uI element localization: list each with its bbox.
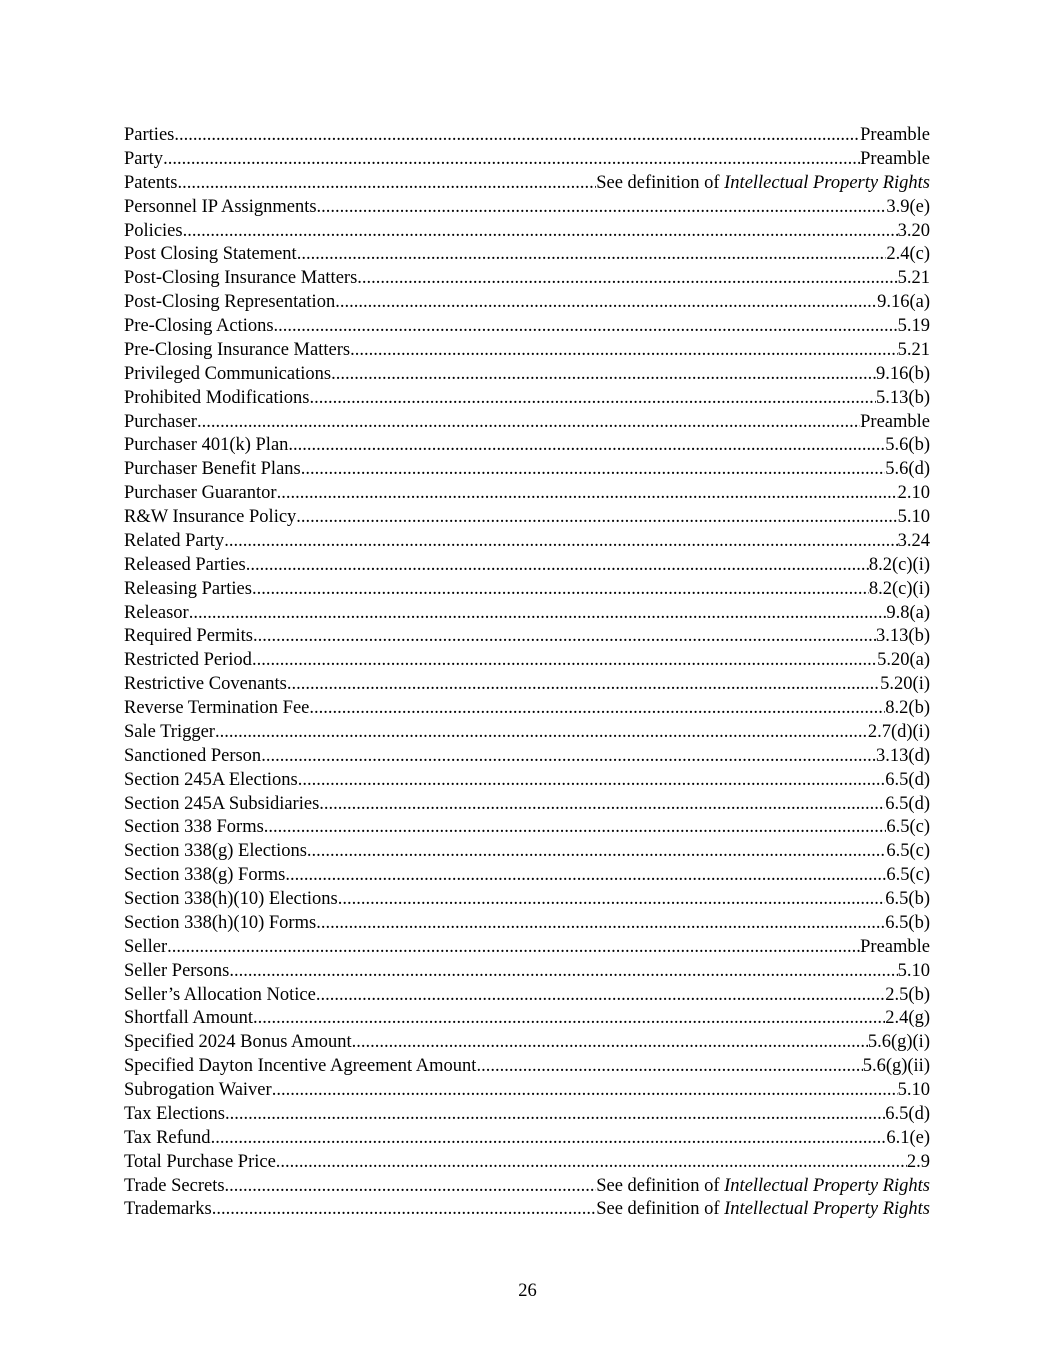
- index-entry: [124, 1127, 930, 1151]
- index-term: Personnel IP Assignments: [124, 196, 317, 217]
- index-term: Purchaser: [124, 411, 197, 432]
- index-entry: [124, 1198, 930, 1222]
- index-reference: 2.7(d)(i): [867, 721, 930, 742]
- index-reference: 6.5(c): [886, 817, 930, 838]
- index-entry: [124, 267, 930, 291]
- dot-leader: [264, 816, 887, 840]
- dot-leader: [215, 721, 868, 745]
- index-reference: 5.6(g)(ii): [862, 1056, 930, 1077]
- index-reference: 2.10: [897, 483, 930, 504]
- index-entry: [124, 793, 930, 817]
- dot-leader: [272, 1079, 898, 1103]
- dot-leader: [253, 625, 876, 649]
- dot-leader: [252, 649, 877, 673]
- index-term: Tax Refund: [124, 1127, 211, 1148]
- index-entry: [124, 984, 930, 1008]
- index-reference: 3.20: [897, 220, 930, 241]
- index-term: Section 338 Forms: [124, 817, 264, 838]
- index-entry: [124, 387, 930, 411]
- index-term: Reverse Termination Fee: [124, 698, 310, 718]
- index-entry: [124, 458, 930, 482]
- index-entry: [124, 482, 930, 506]
- index-term: Purchaser Benefit Plans: [124, 459, 301, 480]
- index-term: Sanctioned Person: [124, 745, 262, 766]
- index-reference: 2.4(g): [885, 1008, 930, 1029]
- dot-leader: [316, 912, 885, 936]
- index-entry: [124, 697, 930, 721]
- index-reference: 6.5(d): [885, 1103, 930, 1124]
- index-entry: [124, 864, 930, 888]
- index-reference: 5.6(b): [885, 435, 930, 456]
- index-reference: 5.21: [897, 268, 930, 289]
- dot-leader: [285, 864, 886, 888]
- index-term: Seller Persons: [124, 960, 230, 981]
- index-reference: Preamble: [860, 411, 930, 432]
- index-entry: [124, 1007, 930, 1031]
- dot-leader: [287, 673, 880, 697]
- index-reference: 6.5(c): [886, 865, 930, 886]
- index-entry: [124, 912, 930, 936]
- index-reference: 5.20(a): [877, 650, 930, 671]
- reference-prefix: See definition of: [596, 1175, 725, 1196]
- index-reference: 5.10: [897, 960, 930, 981]
- index-reference: 2.5(b): [885, 984, 930, 1005]
- index-entry: [124, 888, 930, 912]
- index-term: Section 245A Subsidiaries: [124, 793, 320, 814]
- index-reference: 6.5(b): [885, 889, 930, 909]
- index-term: Subrogation Waiver: [124, 1080, 272, 1100]
- index-term: Seller’s Allocation Notice: [124, 984, 316, 1005]
- dot-leader: [224, 530, 897, 554]
- index-term: Pre-Closing Actions: [124, 316, 274, 336]
- reference-prefix: See definition of: [596, 1199, 725, 1220]
- index-reference: [596, 172, 930, 196]
- dot-leader: [298, 769, 886, 793]
- index-entry: [124, 602, 930, 626]
- index-term: Trade Secrets: [124, 1175, 225, 1196]
- index-term: Related Party: [124, 530, 225, 551]
- index-term: Section 338(h)(10) Elections: [124, 889, 338, 909]
- dot-leader: [307, 840, 886, 864]
- index-term: Seller: [124, 936, 168, 957]
- reference-defined-term: Intellectual Property Rights: [724, 1175, 930, 1196]
- dot-leader: [212, 1198, 597, 1222]
- index-reference: 6.5(d): [885, 769, 930, 790]
- dot-leader: [189, 602, 887, 626]
- defined-terms-index: [124, 124, 930, 1222]
- index-entry: [124, 315, 930, 339]
- index-reference: 5.20(i): [880, 674, 930, 695]
- index-reference: [596, 1175, 930, 1199]
- index-entry: [124, 148, 930, 172]
- dot-leader: [301, 458, 886, 482]
- index-reference: 6.5(d): [885, 793, 930, 814]
- index-term: Section 338(h)(10) Forms: [124, 912, 317, 933]
- dot-leader: [352, 1031, 868, 1055]
- index-entry: [124, 936, 930, 960]
- dot-leader: [331, 363, 876, 387]
- dot-leader: [163, 148, 860, 172]
- dot-leader: [310, 387, 877, 411]
- index-entry: [124, 291, 930, 315]
- dot-leader: [317, 196, 887, 220]
- dot-leader: [350, 339, 898, 363]
- dot-leader: [225, 1175, 597, 1199]
- index-entry: [124, 673, 930, 697]
- index-reference: [596, 1198, 930, 1222]
- index-reference: 3.24: [897, 530, 930, 551]
- index-term: Parties: [124, 125, 175, 145]
- index-entry: [124, 721, 930, 745]
- index-reference: 9.16(a): [877, 292, 930, 313]
- index-reference: 2.9: [906, 1151, 930, 1172]
- index-reference: 3.9(e): [886, 196, 930, 217]
- index-reference: 5.10: [897, 1080, 930, 1100]
- dot-leader: [174, 124, 860, 148]
- index-entry: [124, 769, 930, 793]
- index-term: Sale Trigger: [124, 721, 215, 742]
- index-entry: [124, 625, 930, 649]
- index-reference: 6.1(e): [886, 1127, 930, 1148]
- index-entry: [124, 1151, 930, 1175]
- index-entry: [124, 530, 930, 554]
- index-entry: [124, 578, 930, 602]
- index-reference: 3.13(d): [876, 745, 930, 766]
- index-reference: Preamble: [860, 936, 930, 957]
- index-entry: [124, 243, 930, 267]
- index-term: Purchaser 401(k) Plan: [124, 435, 289, 456]
- index-term: Section 245A Elections: [124, 769, 298, 790]
- dot-leader: [197, 411, 860, 435]
- index-entry: [124, 649, 930, 673]
- index-term: Shortfall Amount: [124, 1008, 253, 1029]
- dot-leader: [296, 506, 897, 530]
- index-term: Privileged Communications: [124, 363, 332, 384]
- index-term: Restricted Period: [124, 650, 252, 671]
- index-reference: 8.2(b): [885, 698, 930, 718]
- index-reference: 6.5(b): [885, 912, 930, 933]
- index-term: Post-Closing Insurance Matters: [124, 268, 358, 289]
- dot-leader: [277, 482, 898, 506]
- index-reference: 5.21: [897, 339, 930, 360]
- index-entry: [124, 220, 930, 244]
- index-reference: 3.13(b): [876, 626, 930, 647]
- index-term: Releasor: [124, 602, 189, 623]
- index-reference: 5.6(d): [885, 459, 930, 480]
- index-entry: [124, 745, 930, 769]
- index-term: Section 338(g) Forms: [124, 865, 286, 886]
- index-reference: 5.10: [897, 507, 930, 527]
- index-term: Released Parties: [124, 554, 246, 575]
- dot-leader: [229, 960, 897, 984]
- index-entry: [124, 960, 930, 984]
- index-reference: 8.2(c)(i): [868, 578, 930, 599]
- index-entry: [124, 1055, 930, 1079]
- index-entry: [124, 1175, 930, 1199]
- index-reference: Preamble: [860, 148, 930, 169]
- dot-leader: [183, 220, 898, 244]
- dot-leader: [167, 936, 860, 960]
- dot-leader: [225, 1103, 885, 1127]
- dot-leader: [319, 793, 885, 817]
- index-reference: 6.5(c): [886, 841, 930, 862]
- dot-leader: [253, 1007, 885, 1031]
- index-term: Section 338(g) Elections: [124, 841, 307, 862]
- index-reference: 2.4(c): [886, 244, 930, 265]
- index-entry: [124, 1031, 930, 1055]
- index-entry: [124, 339, 930, 363]
- dot-leader: [476, 1055, 862, 1079]
- index-term: Trademarks: [124, 1199, 212, 1220]
- index-reference: 9.8(a): [886, 602, 930, 623]
- index-entry: [124, 363, 930, 387]
- dot-leader: [338, 888, 886, 912]
- dot-leader: [252, 578, 869, 602]
- index-term: Restrictive Covenants: [124, 674, 287, 695]
- index-term: Releasing Parties: [124, 578, 252, 599]
- index-entry: [124, 1079, 930, 1103]
- dot-leader: [276, 1151, 907, 1175]
- index-reference: 5.19: [897, 316, 930, 336]
- reference-defined-term: Intellectual Property Rights: [724, 1199, 930, 1220]
- index-term: Prohibited Modifications: [124, 387, 310, 408]
- index-term: Policies: [124, 220, 183, 241]
- index-entry: [124, 840, 930, 864]
- index-entry: [124, 816, 930, 840]
- index-entry: [124, 1103, 930, 1127]
- dot-leader: [211, 1127, 887, 1151]
- dot-leader: [274, 315, 898, 339]
- index-term: Required Permits: [124, 626, 253, 647]
- index-reference: 9.16(b): [876, 363, 930, 384]
- index-entry: [124, 196, 930, 220]
- dot-leader: [309, 697, 885, 721]
- dot-leader: [335, 291, 877, 315]
- dot-leader: [177, 172, 596, 196]
- dot-leader: [316, 984, 885, 1008]
- index-entry: [124, 411, 930, 435]
- dot-leader: [261, 745, 876, 769]
- index-entry: [124, 124, 930, 148]
- index-term: Pre-Closing Insurance Matters: [124, 339, 351, 360]
- index-term: R&W Insurance Policy: [124, 507, 297, 527]
- index-term: Tax Elections: [124, 1103, 225, 1124]
- dot-leader: [297, 243, 887, 267]
- index-reference: 5.6(g)(i): [867, 1032, 930, 1053]
- reference-defined-term: Intellectual Property Rights: [724, 172, 930, 193]
- reference-prefix: See definition of: [596, 172, 725, 193]
- index-reference: Preamble: [860, 125, 930, 145]
- index-term: Party: [124, 148, 164, 169]
- index-term: Total Purchase Price: [124, 1151, 276, 1172]
- index-term: Post-Closing Representation: [124, 292, 336, 313]
- index-entry: [124, 506, 930, 530]
- dot-leader: [246, 554, 869, 578]
- dot-leader: [357, 267, 897, 291]
- dot-leader: [288, 434, 885, 458]
- index-term: Patents: [124, 172, 178, 193]
- index-term: Specified Dayton Incentive Agreement Amount: [124, 1056, 477, 1077]
- index-entry: [124, 434, 930, 458]
- index-term: Purchaser Guarantor: [124, 483, 277, 504]
- index-reference: 5.13(b): [876, 387, 930, 408]
- page-number: 26: [518, 1281, 537, 1301]
- index-reference: 8.2(c)(i): [868, 554, 930, 575]
- index-term: Post Closing Statement: [124, 244, 297, 265]
- index-entry: [124, 172, 930, 196]
- index-term: Specified 2024 Bonus Amount: [124, 1032, 352, 1053]
- index-entry: [124, 554, 930, 578]
